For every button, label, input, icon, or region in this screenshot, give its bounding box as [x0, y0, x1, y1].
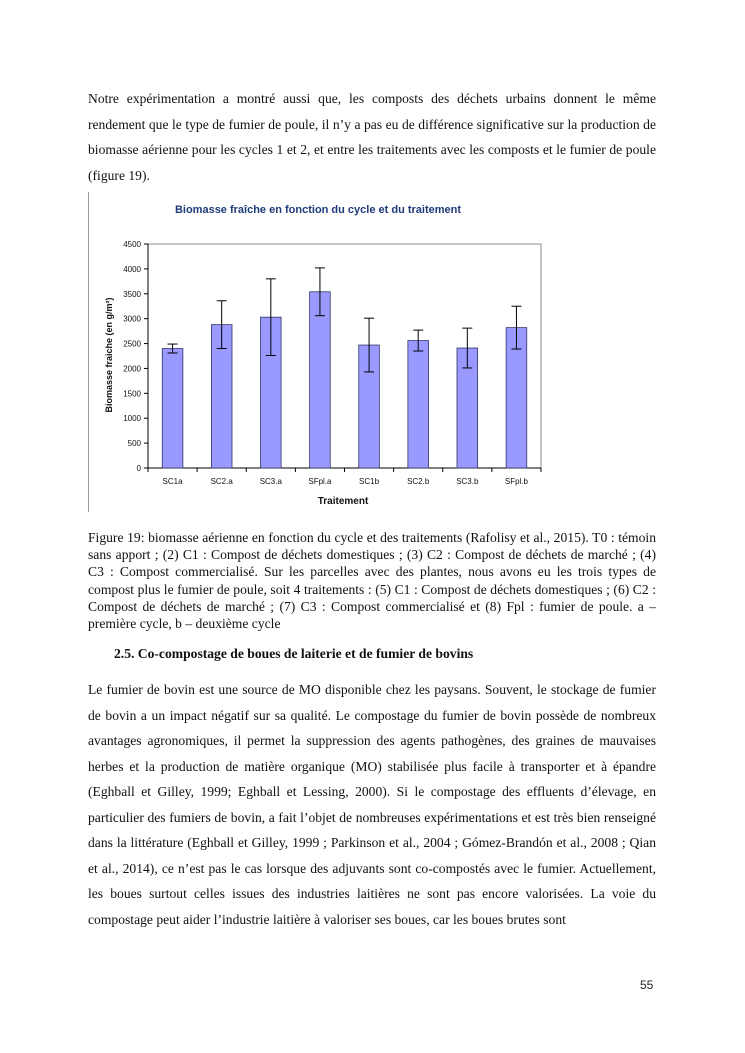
body-paragraph: Le fumier de bovin est une source de MO disponible chez les paysans. Souvent, le stockage de fumier de bovin a un impact négatif sur sa qualité. Le compostage du fumier de bovin possède de nombreux avantages agronomiques, il permet la suppression des agents pathogènes, des graines de mauvaises herbes et la production de matière organique (MO) stabilisée plus facile à transporter et à épandre (Eghball et Gilley, 1999; Eghball et Lessing, 2000). Si le compostage des effluents d’élevage, en particulier des fumiers de bovin, a fait l’objet de nombreuses expérimentations et est très bien renseigné dans la littérature (Eghball et Gilley, 1999 ; Parkinson et al., 2004 ; Gómez-Brandón et al., 2008 ; Qian et al., 2014), ce n’est pas le cas lorsque des adjuvants sont co-compostés avec le fumier. Actuellement, les boues surtout celles issues des industries laitières ne sont pas encore valorisées. La voie du compostage peut aider l’industrie laitière à valoriser ses boues, car les boues brutes sont [88, 682, 656, 927]
y-tick-label: 2000 [123, 364, 141, 374]
y-tick-label: 0 [136, 464, 141, 473]
chart-svg [88, 192, 558, 512]
y-tick-label: 4000 [123, 264, 141, 274]
plot-area [123, 240, 541, 486]
bar-sc1a [162, 349, 183, 468]
bar-sc2b [408, 341, 429, 468]
figure-caption: Figure 19: biomasse aérienne en fonction du cycle et des traitements (Rafolisy et al., 2015). T0 : témoin sans apport ; (2) C1 : Compost de déchets domestiques ; (3) C2 : Compost de déchets de marché ; (4) C3 : Compost commercialisé. Sur les parcelles avec des plantes, nous avons eu les trois types de compost plus le fumier de poule, soit 4 traitements : (5) C1 : Compost de déchets domestiques ; (6) C2 : Compost de déchets de marché ; (7) C3 : Compost commercialisé et (8) Fpl : fumier de poule. a – première cycle, b – deuxième cycle [88, 530, 656, 632]
x-tick-label: SC3.b [456, 477, 479, 486]
x-tick-label: SC2.a [210, 477, 233, 486]
y-tick-label: 500 [127, 439, 141, 449]
x-tick-label: SC1b [359, 477, 380, 486]
x-tick-label: SC2.b [407, 477, 430, 486]
x-tick-label: SC1a [162, 477, 183, 486]
y-tick-label: 3000 [123, 314, 141, 324]
y-tick-label: 1000 [123, 414, 141, 424]
x-tick-label: SC3.a [259, 477, 282, 486]
x-axis-label: Traitement [317, 496, 369, 507]
y-tick-label: 2500 [123, 339, 141, 349]
intro-paragraph: Notre expérimentation a montré aussi que, les composts des déchets urbains donnent le même rendement que le type de fumier de poule, il n’y a pas eu de différence significative sur la production de biomasse aérienne pour les cycles 1 et 2, et entre les traitements avec les composts et le fumier de poule (figure 19). [88, 91, 656, 183]
y-tick-label: 4500 [123, 240, 141, 249]
y-tick-label: 1500 [123, 389, 141, 399]
page-number: 55 [640, 978, 654, 992]
section-heading: 2.5. Co-compostage de boues de laiterie et de fumier de bovins [114, 646, 474, 661]
x-tick-label: SFpl.a [308, 477, 332, 486]
bar-sfpla [310, 292, 331, 468]
y-axis-label: Biomasse fraiche (en g/m²) [104, 297, 114, 413]
x-tick-label: SFpl.b [504, 477, 528, 486]
figure-19-chart [88, 192, 558, 512]
y-tick-label: 3500 [123, 289, 141, 299]
plot-frame [148, 244, 541, 468]
chart-title: Biomasse fraîche en fonction du cycle et du traitement [174, 204, 462, 216]
